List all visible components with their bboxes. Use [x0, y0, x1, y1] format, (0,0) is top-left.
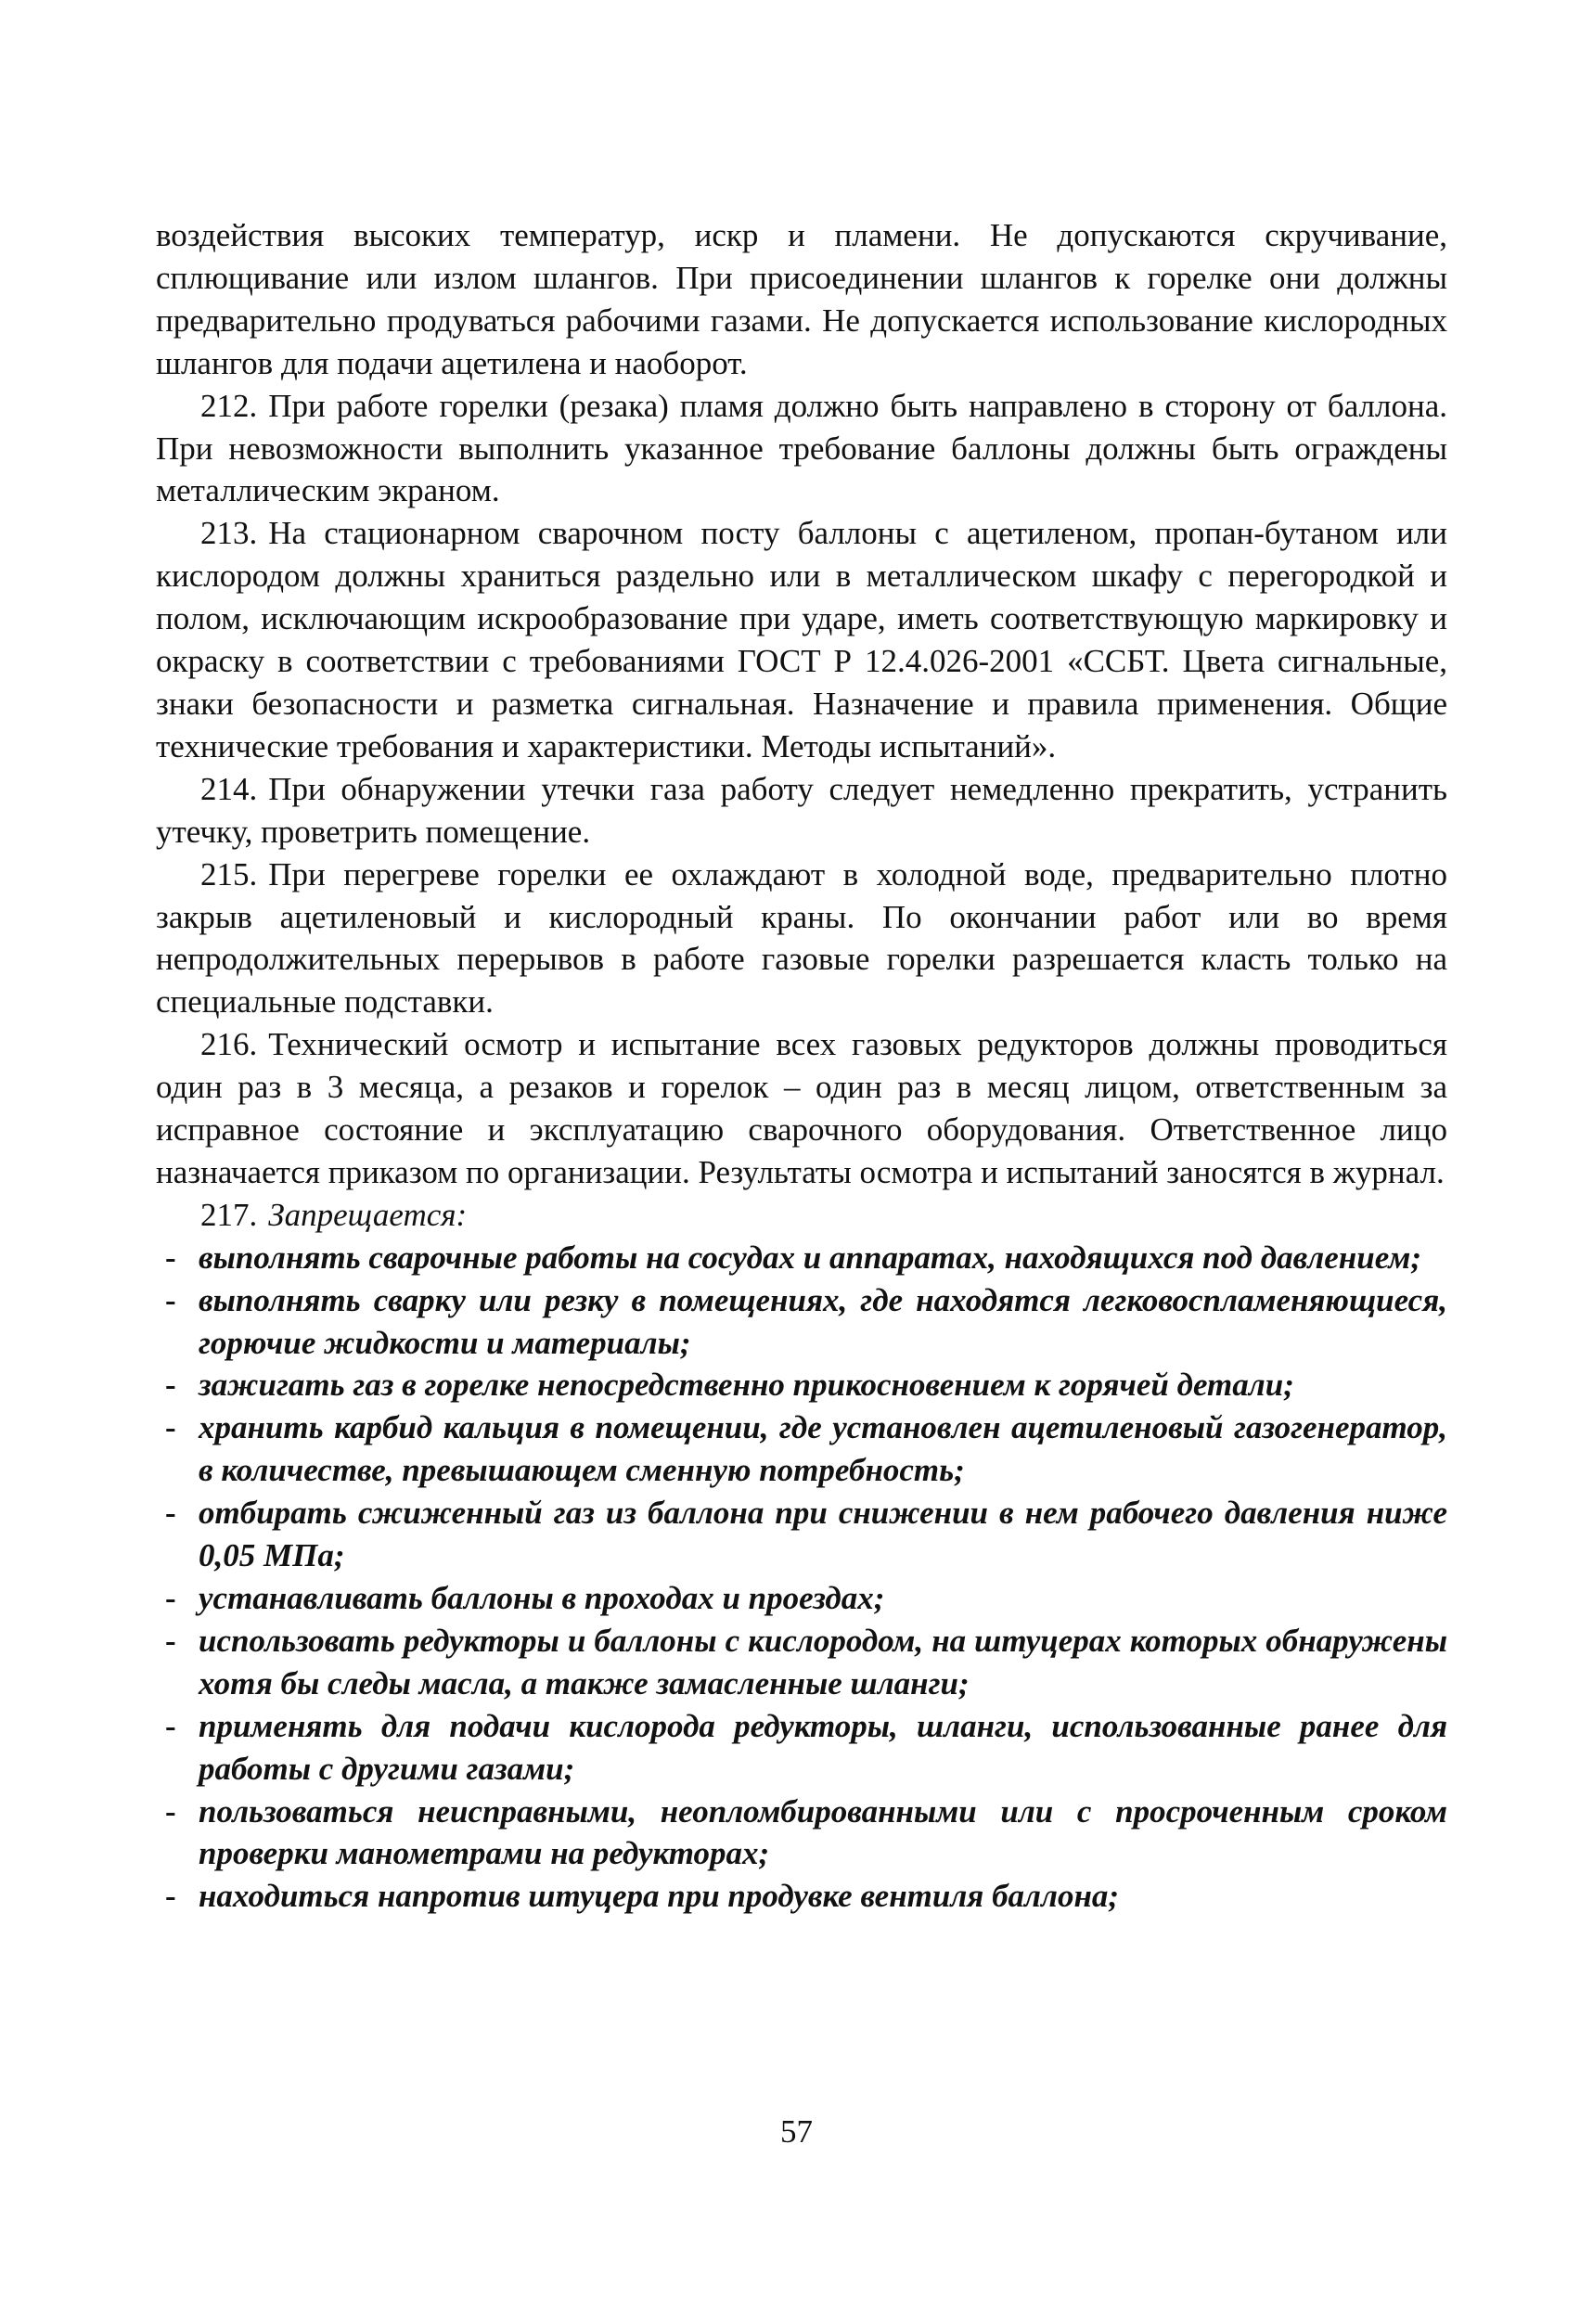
- paragraph-number: 212.: [200, 387, 258, 424]
- list-item: [156, 1364, 1447, 1406]
- paragraph-text: воздействия высоких температур, искр и пламени. Не допускаются скручивание, сплющивание или излом шлангов. При присоединении шлангов к горелке они должны предварительно продуваться рабочими газами. Не допускается использование кислородных шлангов для подачи ацетилена и наоборот.: [156, 217, 1447, 381]
- list-item: [156, 1492, 1447, 1577]
- dash-bullet: -: [165, 1580, 176, 1616]
- list-item-text: хранить карбид кальция в помещении, где установлен ацетиленовый газогенератор, в количестве, превышающем сменную потребность;: [199, 1409, 1447, 1489]
- page-number: 57: [780, 2113, 813, 2150]
- list-item: [156, 1791, 1447, 1876]
- list-item: [156, 1705, 1447, 1791]
- paragraph-number: 217.: [200, 1196, 258, 1233]
- list-item-text: находиться напротив штуцера при продувке вентиля баллона;: [199, 1878, 1120, 1915]
- dash-bullet: -: [165, 1239, 176, 1276]
- dash-bullet: -: [165, 1707, 176, 1744]
- list-item: [156, 1237, 1447, 1279]
- dash-bullet: -: [165, 1495, 176, 1532]
- dash-bullet: -: [165, 1622, 176, 1659]
- prohibitions-list: [156, 1237, 1447, 1919]
- paragraph-213: [156, 512, 1447, 767]
- paragraph-text: На стационарном сварочном посту баллоны с ацетиленом, пропан-бутаном или кислородом должны храниться раздельно или в металлическом шкафу с перегородкой и полом, исключающим искрообразование при ударе, иметь соответствующую маркировку и окраску в соответствии с требованиями ГОСТ Р 12.4.026-2001 «ССБТ. Цвета сигнальные, знаки безопасности и разметка сигнальная. Назначение и правила применения. Общие технические требования и характеристики. Методы испытаний».: [156, 515, 1447, 764]
- list-item-text: применять для подачи кислорода редукторы, шланги, использованные ранее для работы с другими газами;: [199, 1707, 1447, 1787]
- paragraph-217-heading: [156, 1194, 1447, 1237]
- list-item-text: выполнять сварочные работы на сосудах и аппаратах, находящихся под давлением;: [199, 1239, 1421, 1276]
- list-item: [156, 1406, 1447, 1492]
- paragraph-214: [156, 768, 1447, 854]
- list-item: [156, 1875, 1447, 1918]
- paragraph-216: [156, 1023, 1447, 1194]
- paragraph-215: [156, 854, 1447, 1024]
- paragraph-text: При обнаружении утечки газа работу следует немедленно прекратить, устранить утечку, проветрить помещение.: [156, 770, 1447, 850]
- paragraph-text: При перегреве горелки ее охлаждают в холодной воде, предварительно плотно закрыв ацетиленовый и кислородный краны. По окончании работ или во время непродолжительных перерывов в работе газовые горелки разрешается класть только на специальные подставки.: [156, 855, 1447, 1021]
- dash-bullet: -: [165, 1281, 176, 1318]
- paragraph-text: Технический осмотр и испытание всех газовых редукторов должны проводиться один раз в 3 месяца, а резаков и горелок – один раз в месяц лицом, ответственным за исправное состояние и эксплуатацию сварочного оборудования. Ответственное лицо назначается приказом по организации. Результаты осмотра и испытаний заносятся в журнал.: [156, 1026, 1447, 1190]
- list-item-text: пользоваться неисправными, неопломбированными или с просроченным сроком проверки манометрами на редукторах;: [199, 1792, 1447, 1872]
- paragraph-number: 215.: [200, 855, 258, 892]
- list-item-text: выполнять сварку или резку в помещениях, где находятся легковоспламеняющиеся, горючие жидкости и материалы;: [199, 1281, 1447, 1361]
- paragraph-212: [156, 385, 1447, 513]
- list-item-text: зажигать газ в горелке непосредственно прикосновением к горячей детали;: [199, 1367, 1294, 1404]
- dash-bullet: -: [165, 1367, 176, 1404]
- dash-bullet: -: [165, 1878, 176, 1915]
- dash-bullet: -: [165, 1409, 176, 1446]
- paragraph-number: 214.: [200, 770, 258, 807]
- dash-bullet: -: [165, 1792, 176, 1830]
- body-text: [156, 214, 1447, 1918]
- paragraph-text: При работе горелки (резака) пламя должно быть направлено в сторону от баллона. При невозможности выполнить указанное требование баллоны должны быть ограждены металлическим экраном.: [156, 387, 1447, 509]
- paragraph-number: 213.: [200, 515, 258, 552]
- list-item-text: устанавливать баллоны в проходах и проездах;: [199, 1580, 885, 1616]
- list-item: [156, 1620, 1447, 1705]
- list-item-text: использовать редукторы и баллоны с кислородом, на штуцерах которых обнаружены хотя бы следы масла, а также замасленные шланги;: [199, 1622, 1447, 1701]
- prohibitions-heading: Запрещается:: [268, 1196, 468, 1233]
- list-item: [156, 1279, 1447, 1365]
- paragraph-211-continuation: [156, 214, 1447, 385]
- paragraph-number: 216.: [200, 1026, 258, 1063]
- list-item-text: отбирать сжиженный газ из баллона при снижении в нем рабочего давления ниже 0,05 МПа;: [199, 1495, 1447, 1574]
- list-item: [156, 1577, 1447, 1620]
